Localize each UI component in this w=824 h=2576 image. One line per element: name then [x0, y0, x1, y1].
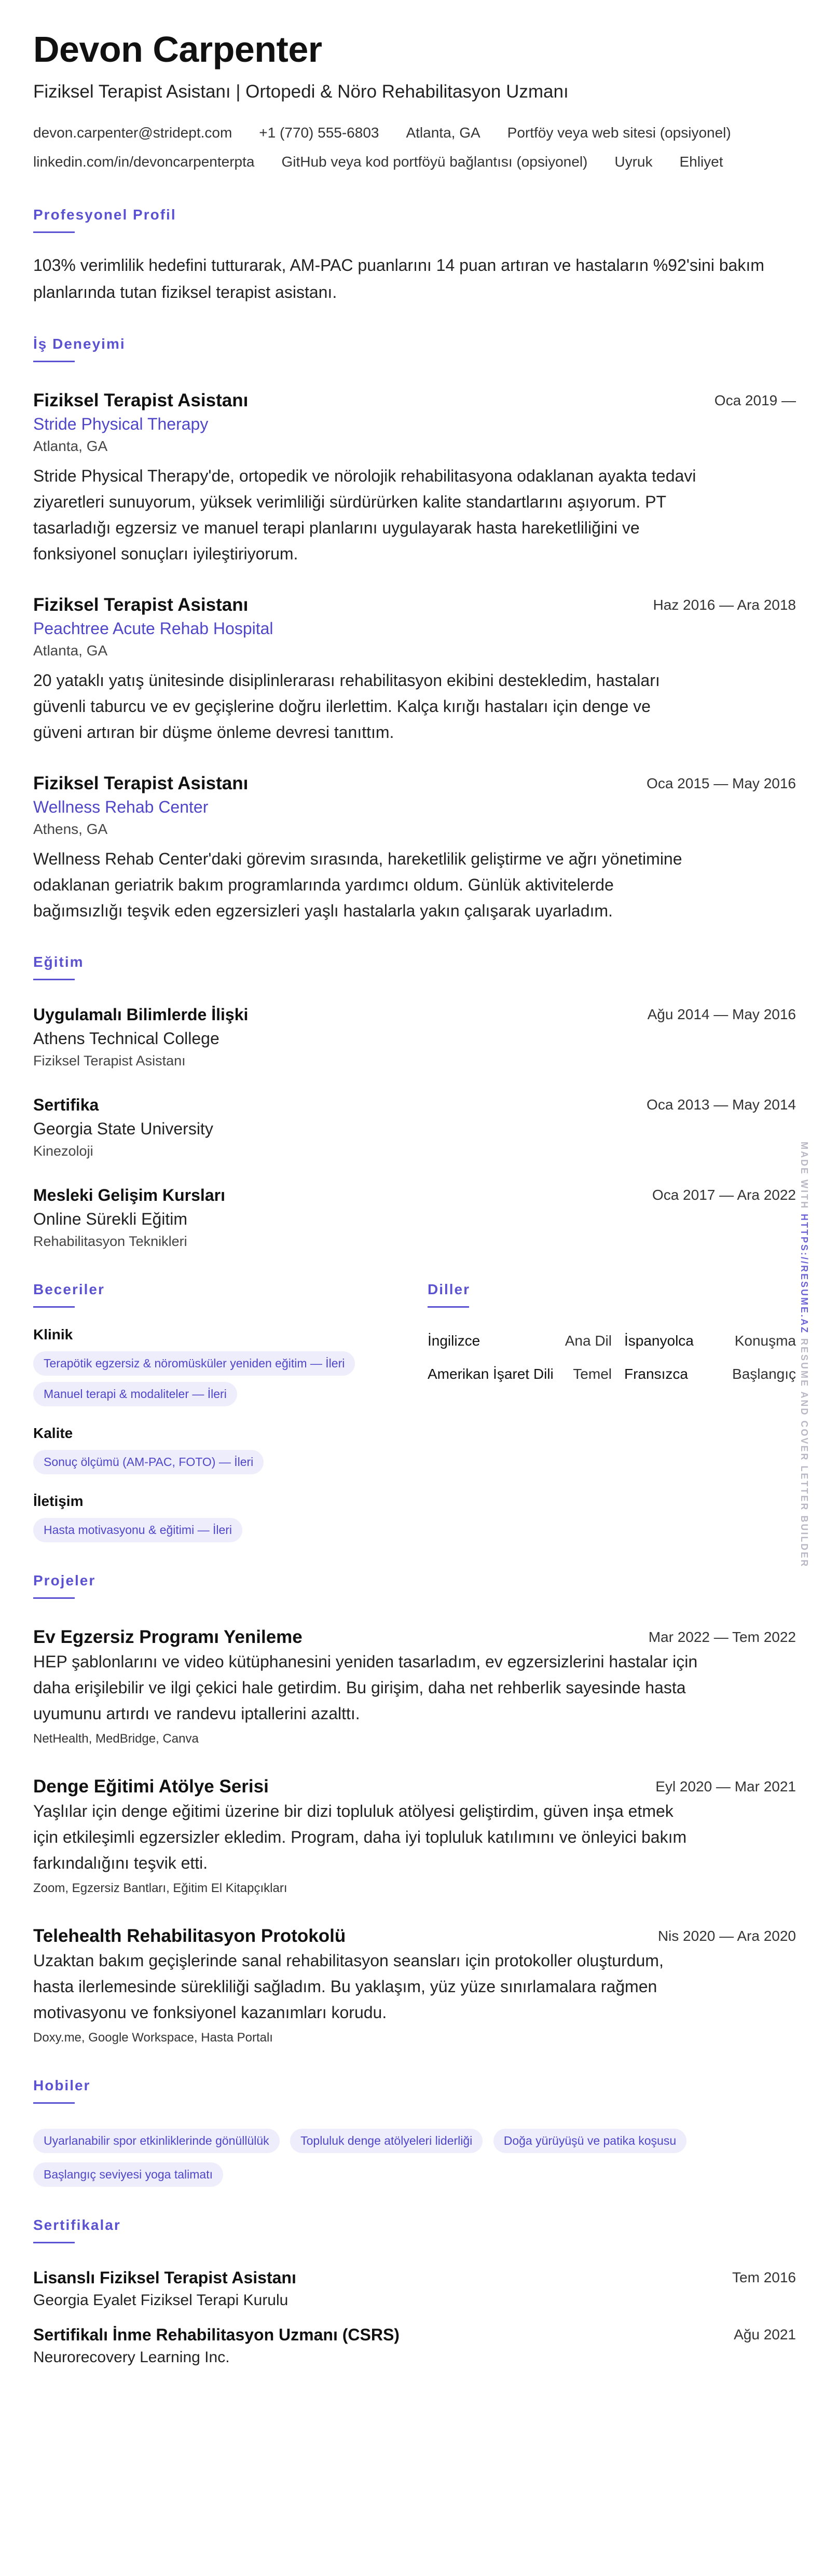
language-name: İngilizce	[428, 1333, 480, 1349]
contact-license: Ehliyet	[679, 154, 723, 170]
education-school: Georgia State University	[33, 1119, 213, 1138]
hobby-tag-list	[33, 2119, 796, 2187]
section-divider	[33, 231, 75, 233]
certification-date: Ağu 2021	[734, 2326, 796, 2342]
job-date: Oca 2015 — May 2016	[647, 775, 796, 791]
project-date: Nis 2020 — Ara 2020	[657, 1928, 796, 1944]
section-title: Projeler	[33, 1572, 96, 1588]
certification-item	[33, 2266, 796, 2312]
experience-item	[33, 772, 796, 924]
hobbies-section	[33, 2077, 796, 2187]
job-location: Athens, GA	[33, 821, 108, 837]
hobby-tag: Başlangıç seviyesi yoga talimatı	[33, 2162, 223, 2187]
section-divider	[428, 1306, 469, 1308]
section-title: Hobiler	[33, 2077, 91, 2093]
education-degree: Mesleki Gelişim Kursları	[33, 1186, 225, 1204]
section-title: Sertifikalar	[33, 2217, 121, 2233]
contact-portfolio[interactable]: Portföy veya web sitesi (opsiyonel)	[507, 125, 731, 141]
certification-issuer: Georgia Eyalet Fiziksel Terapi Kurulu	[33, 2292, 289, 2309]
skill-tag: Hasta motivasyonu & eğitimi — İleri	[33, 1518, 242, 1542]
section-title: Profesyonel Profil	[33, 207, 176, 223]
job-title: Fiziksel Terapist Asistanı	[33, 595, 249, 615]
language-name: Amerikan İşaret Dili	[428, 1366, 554, 1382]
contact-phone[interactable]: +1 (770) 555-6803	[259, 125, 379, 141]
education-field: Fiziksel Terapist Asistanı	[33, 1053, 186, 1068]
project-tools: Doxy.me, Google Workspace, Hasta Portalı	[33, 2031, 273, 2045]
job-title: Fiziksel Terapist Asistanı	[33, 390, 249, 410]
education-degree: Sertifika	[33, 1095, 99, 1114]
contact-list	[33, 118, 796, 176]
skill-category: Kalite	[33, 1425, 73, 1441]
resume-header	[33, 31, 796, 176]
contact-nationality: Uyruk	[614, 154, 653, 170]
education-field: Rehabilitasyon Teknikleri	[33, 1234, 187, 1249]
projects-section	[33, 1572, 796, 2047]
section-title: İş Deneyimi	[33, 336, 126, 352]
language-level: Temel	[573, 1366, 612, 1382]
education-field: Kinezoloji	[33, 1143, 93, 1159]
section-divider	[33, 979, 75, 980]
job-description: 20 yataklı yatış ünitesinde disiplinlerarası rehabilitasyon ekibini destekledim, hastaları güvenli taburcu ve ev geçişlerine doğru ilerlettim. Kalça kırığı hastaları için denge ve güveni artıran bir düşme önleme devresi tanıttım.	[33, 671, 660, 742]
candidate-name: Devon Carpenter	[33, 29, 322, 70]
hobby-tag: Topluluk denge atölyeleri liderliği	[290, 2129, 483, 2153]
skills-section	[33, 1281, 428, 1542]
project-item	[33, 1775, 796, 1898]
certification-name: Sertifikalı İnme Rehabilitasyon Uzmanı (CSRS)	[33, 2325, 400, 2344]
project-description: Uzaktan bakım geçişlerinde sanal rehabilitasyon seansları için protokoller oluşturdum, hasta ilerlemesinde sürekliliği sağladım. Bu yaklaşım, yüz yüze sınırlamalara rağmen motivasyonu ve fonksiyonel kazanımları korudu.	[33, 1951, 664, 2022]
certification-date: Tem 2016	[732, 2269, 796, 2285]
education-item	[33, 1184, 796, 1251]
language-name: İspanyolca	[624, 1333, 694, 1349]
language-list	[428, 1324, 796, 1391]
education-item	[33, 1093, 796, 1161]
language-level: Başlangıç	[732, 1366, 796, 1382]
education-section	[33, 954, 796, 1251]
job-company: Stride Physical Therapy	[33, 415, 209, 433]
section-title: Beceriler	[33, 1281, 105, 1297]
skill-tag-list	[33, 1444, 428, 1474]
experience-item	[33, 389, 796, 567]
job-description: Stride Physical Therapy'de, ortopedik ve nörolojik rehabilitasyona odaklanan ayakta tedavi ziyaretleri sunuyorum, yüksek verimliliği sürdürürken kalite standartlarını aşıyorum. PT tasarladığı egzersiz ve manuel terapi planlarını uygulayarak hasta hareketliliğini ve fonksiyonel sonuçları iyileştiriyorum.	[33, 467, 696, 563]
language-level: Ana Dil	[565, 1333, 612, 1349]
skill-category: İletişim	[33, 1493, 84, 1509]
skills-languages-row	[33, 1281, 796, 1542]
language-level: Konuşma	[734, 1333, 796, 1349]
section-divider	[33, 2102, 75, 2104]
section-divider	[33, 2242, 75, 2243]
education-date: Oca 2013 — May 2014	[647, 1097, 796, 1113]
education-date: Oca 2017 — Ara 2022	[652, 1187, 796, 1203]
section-divider	[33, 1597, 75, 1599]
project-item	[33, 1626, 796, 1748]
project-date: Mar 2022 — Tem 2022	[648, 1629, 796, 1645]
project-title: Denge Eğitimi Atölye Serisi	[33, 1776, 269, 1797]
project-item	[33, 1925, 796, 2047]
section-title: Diller	[428, 1281, 471, 1297]
job-location: Atlanta, GA	[33, 438, 108, 454]
certifications-section	[33, 2217, 796, 2369]
certification-issuer: Neurorecovery Learning Inc.	[33, 2349, 230, 2366]
hobby-tag: Uyarlanabilir spor etkinliklerinde gönüllülük	[33, 2129, 280, 2153]
section-divider	[33, 1306, 75, 1308]
job-location: Atlanta, GA	[33, 642, 108, 659]
job-company: Peachtree Acute Rehab Hospital	[33, 619, 273, 638]
certification-name: Lisanslı Fiziksel Terapist Asistanı	[33, 2268, 296, 2287]
experience-section	[33, 336, 796, 924]
skill-tag: Manuel terapi & modaliteler — İleri	[33, 1382, 237, 1406]
job-company: Wellness Rehab Center	[33, 798, 209, 816]
contact-github[interactable]: GitHub veya kod portföyü bağlantısı (opsiyonel)	[281, 154, 588, 170]
section-divider	[33, 361, 75, 362]
skill-tag-list	[33, 1512, 428, 1542]
education-school: Online Sürekli Eğitim	[33, 1210, 187, 1228]
education-item	[33, 1003, 796, 1071]
education-date: Ağu 2014 — May 2016	[647, 1006, 796, 1022]
contact-location: Atlanta, GA	[406, 125, 480, 141]
job-date: Haz 2016 — Ara 2018	[653, 597, 796, 613]
watermark-prefix: MADE WITH	[799, 1142, 809, 1210]
project-tools: Zoom, Egzersiz Bantları, Eğitim El Kitapçıkları	[33, 1881, 287, 1895]
project-title: Ev Egzersiz Programı Yenileme	[33, 1627, 303, 1647]
job-description: Wellness Rehab Center'daki görevim sırasında, hareketlilik geliştirme ve ağrı yönetimine odaklanan geriatrik bakım programlarında yardımcı oldum. Günlük aktivitelerde bağımsızlığı teşvik eden egzersizleri yaşlı hastalarla yakın çalışarak uyarladım.	[33, 849, 682, 920]
certification-item	[33, 2323, 796, 2369]
summary-section	[33, 207, 796, 306]
skill-tag: Sonuç ölçümü (AM-PAC, FOTO) — İleri	[33, 1450, 264, 1474]
skill-tag: Terapötik egzersiz & nöromüsküler yeniden eğitim — İleri	[33, 1351, 355, 1376]
project-description: Yaşlılar için denge eğitimi üzerine bir dizi topluluk atölyesi geliştirdim, güven inşa etmek için etkileşimli egzersizler ekledim. Program, daha iyi topluluk katılımını ve önleyici bakım farkındalığını teşvik etti.	[33, 1802, 687, 1872]
project-description: HEP şablonlarını ve video kütüphanesini yeniden tasarladım, ev egzersizlerini hastalar için daha erişilebilir ve ilgi çekici hale getirdim. Bu girişim, daha net rehberlik sayesinde hasta uyumunu artırdı ve randevu iptallerini azalttı.	[33, 1652, 698, 1723]
job-title: Fiziksel Terapist Asistanı	[33, 773, 249, 793]
job-date: Oca 2019 —	[714, 392, 796, 408]
project-title: Telehealth Rehabilitasyon Protokolü	[33, 1926, 346, 1946]
candidate-headline: Fiziksel Terapist Asistanı | Ortopedi & Nöro Rehabilitasyon Uzmanı	[33, 81, 569, 102]
summary-text: 103% verimlilik hedefini tutturarak, AM-PAC puanlarını 14 puan artıran ve hastaların %92'sini bakım planlarında tutan fiziksel terapist asistanı.	[33, 256, 764, 302]
project-date: Eyl 2020 — Mar 2021	[655, 1778, 796, 1794]
education-degree: Uygulamalı Bilimlerde İlişki	[33, 1005, 249, 1024]
contact-email[interactable]: devon.carpenter@stridept.com	[33, 125, 232, 141]
watermark-suffix: RESUME AND COVER LETTER BUILDER	[799, 1338, 809, 1568]
watermark-link[interactable]: HTTPS://RESUME.AZ	[799, 1214, 809, 1335]
experience-item	[33, 594, 796, 745]
section-title: Eğitim	[33, 954, 84, 970]
contact-linkedin[interactable]: linkedin.com/in/devoncarpenterpta	[33, 154, 255, 170]
education-school: Athens Technical College	[33, 1029, 219, 1048]
languages-section	[428, 1281, 796, 1542]
skill-tag-list	[33, 1345, 428, 1406]
builder-watermark	[799, 1142, 809, 1568]
resume-page	[33, 31, 796, 2369]
project-tools: NetHealth, MedBridge, Canva	[33, 1732, 199, 1746]
skill-category: Klinik	[33, 1326, 73, 1342]
language-name: Fransızca	[624, 1366, 688, 1382]
hobby-tag: Doğa yürüyüşü ve patika koşusu	[493, 2129, 686, 2153]
